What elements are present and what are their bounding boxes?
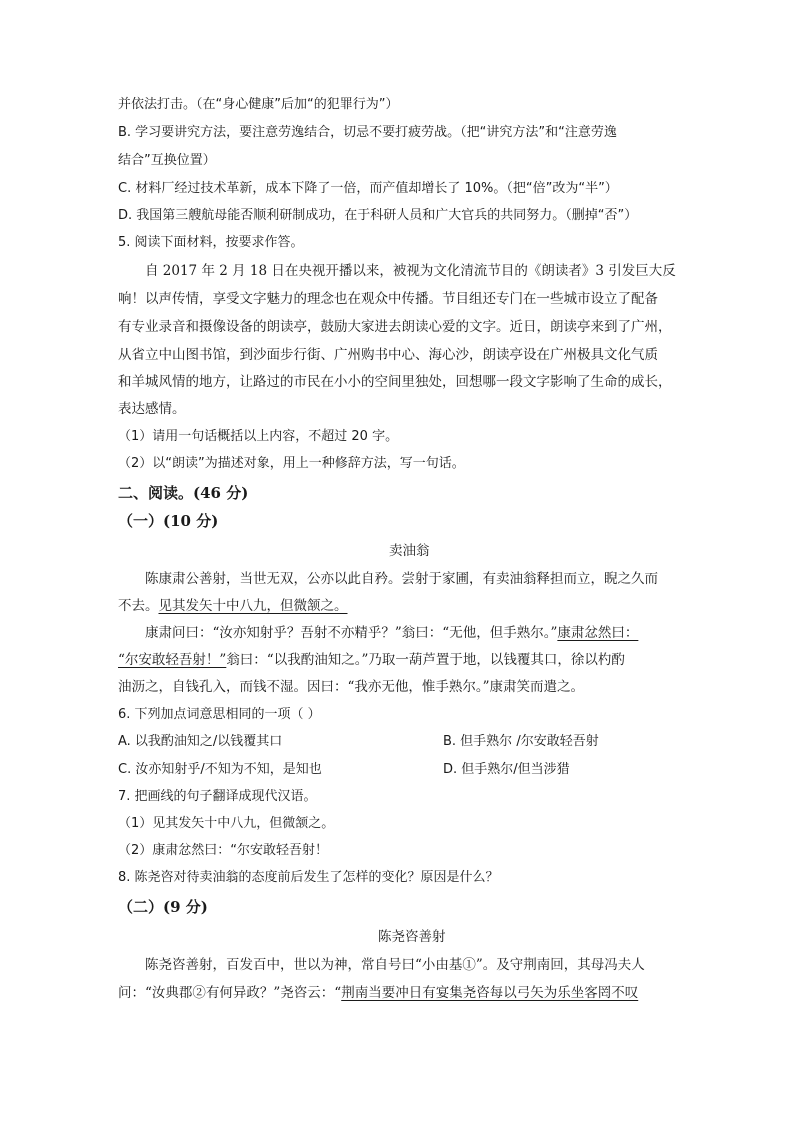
story-line [118,984,638,1002]
story-line: 陈尧咨善射，百发百中，世以为神，常自号曰“小由基①”。及守荆南回，其母冯夫人 [145,957,645,973]
story-line: 陈康肃公善射，当世无双，公亦以此自矜。尝射于家圃，有卖油翁释担而立，睨之久而 [145,571,658,587]
question-6-title: 6. 下列加点词意思相同的一项（ ） [118,707,321,722]
passage-line: 自 2017 年 2 月 18 日在央视开播以来，被视为文化清流节目的《朗读者》3 引发巨大反 [145,263,676,279]
option-a-tail: 并依法打击。（在“身心健康”后加“的犯罪行为”） [118,97,399,112]
story-line: 油沥之，自钱孔入，而钱不湿。因曰：“我亦无他，惟手熟尔。”康肃笑而遣之。 [118,679,585,695]
underlined-sentence: 荆南当要冲日有宴集尧咨每以弓矢为乐坐客罔不叹 [341,985,639,1001]
option-c: C. 材料厂经过技术革新，成本下降了一倍，而产值却增长了 10%。（把“倍”改为“半”） [118,181,618,196]
passage-line: 表达感情。 [118,401,186,417]
question-7-title: 7. 把画线的句子翻译成现代汉语。 [118,789,317,804]
story-title: 卖油翁 [389,543,430,559]
underlined-sentence: 见其发矢十中八九，但微颔之。 [158,598,348,614]
question-5-sub2: （2）以“朗读”为描述对象，用上一种修辞方法，写一句话。 [118,456,465,471]
subsection-heading: （二）(9 分) [118,898,208,916]
question-6-option-d: D. 但手熟尔/但当涉猎 [443,762,570,777]
underlined-sentence: “尔安敢轻吾射！” [118,652,227,668]
story-line [118,597,348,615]
story-title: 陈尧咨善射 [378,929,446,945]
story-text: 不去。 [118,598,159,614]
question-5-sub1: （1）请用一句话概括以上内容，不超过 20 字。 [118,429,399,444]
underlined-sentence: 康肃忿然曰： [557,625,639,641]
story-text: 康肃问曰：“汝亦知射乎？吾射不亦精乎？”翁曰：“无他，但手熟尔。” [145,625,558,641]
passage-line: 有专业录音和摄像设备的朗读亭，鼓励大家进去朗读心爱的文字。近日，朗读亭来到了广州， [118,319,672,335]
story-text: 问：“汝典郡②有何异政？”尧咨云：“ [118,985,342,1001]
option-d: D. 我国第三艘航母能否顺利研制成功，在于科研人员和广大官兵的共同努力。（删掉“否”） [118,208,638,223]
question-7-sub2: （2）康肃忿然曰：“尔安敢轻吾射！ [118,843,329,858]
story-line [145,624,638,642]
question-6-option-c: C. 汝亦知射乎/不知为不知，是知也 [118,762,322,777]
section-heading: 二、阅读。(46 分) [118,484,249,502]
question-7-sub1: （1）见其发矢十中八九，但微颔之。 [118,816,335,831]
question-5-title: 5. 阅读下面材料，按要求作答。 [118,235,304,250]
question-6-option-b: B. 但手熟尔 /尔安敢轻吾射 [443,734,599,749]
story-text: 翁曰：“以我酌油知之。”乃取一葫芦置于地，以钱覆其口，徐以杓酌 [226,652,625,668]
question-6-option-a: A. 以我酌油知之/以钱覆其口 [118,734,283,749]
story-line [118,651,625,669]
option-b-line1: B. 学习要讲究方法，要注意劳逸结合，切忌不要打疲劳战。（把“讲究方法”和“注意劳逸 [118,125,617,140]
passage-line: 从省立中山图书馆，到沙面步行街、广州购书中心、海心沙，朗读亭设在广州极具文化气质 [118,347,658,363]
passage-line: 和羊城风情的地方，让路过的市民在小小的空间里独处，回想哪一段文字影响了生命的成长， [118,374,672,390]
passage-line: 响！以声传情，享受文字魅力的理念也在观众中传播。节目组还专门在一些城市设立了配备 [118,291,658,307]
subsection-heading: （一）(10 分) [118,512,219,530]
option-b-line2: 结合”互换位置） [118,153,216,168]
question-8-title: 8. 陈尧咨对待卖油翁的态度前后发生了怎样的变化？原因是什么？ [118,870,499,885]
